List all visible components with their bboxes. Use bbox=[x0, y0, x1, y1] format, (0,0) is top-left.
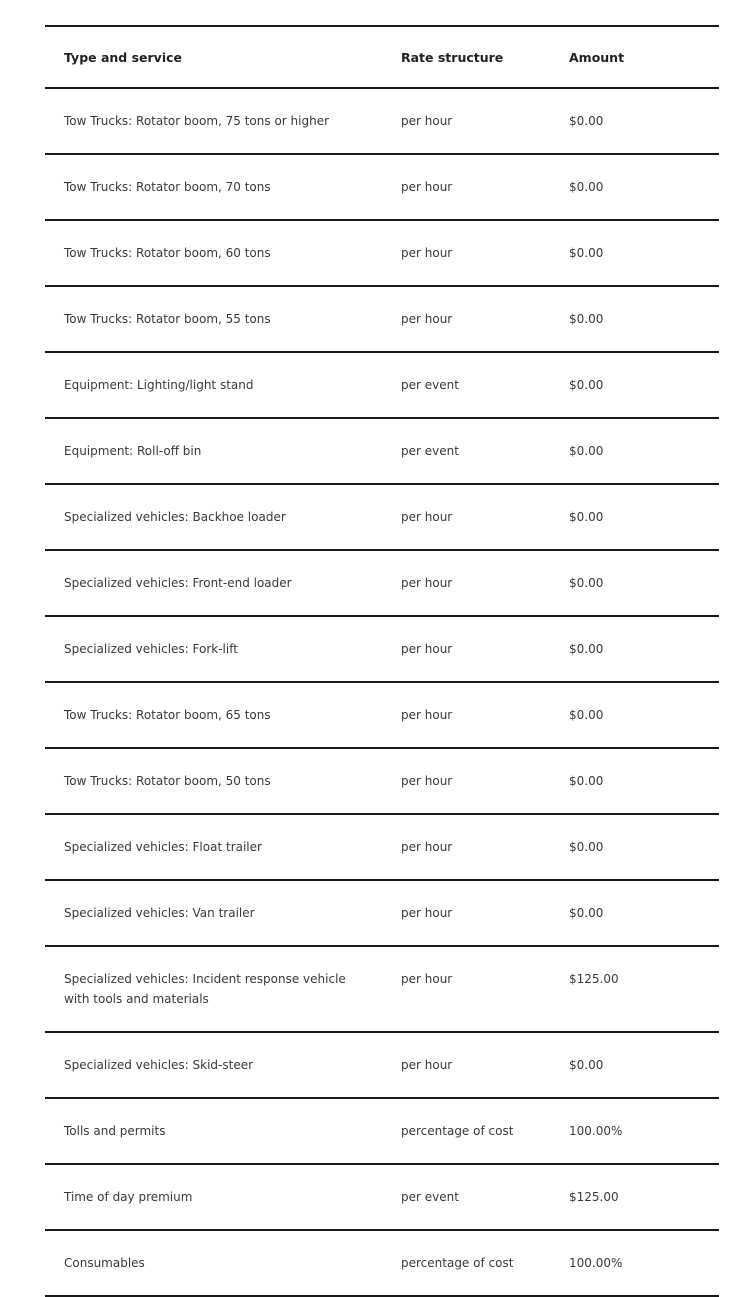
table-row bbox=[45, 748, 719, 814]
cell-type-and-service: Specialized vehicles: Front-end loader bbox=[64, 576, 292, 590]
cell-type-and-service: Tow Trucks: Rotator boom, 60 tons bbox=[64, 246, 271, 260]
table-row bbox=[45, 154, 719, 220]
table-row bbox=[45, 418, 719, 484]
cell-amount: $0.00 bbox=[569, 840, 604, 854]
cell-type-and-service: Tow Trucks: Rotator boom, 50 tons bbox=[64, 774, 271, 788]
table-row bbox=[45, 616, 719, 682]
cell-amount: $0.00 bbox=[569, 246, 604, 260]
table-row bbox=[45, 1230, 719, 1296]
cell-type-and-service: Specialized vehicles: Incident response vehicle with tools and materials bbox=[64, 972, 346, 1006]
table-row bbox=[45, 1164, 719, 1230]
cell-amount: 100.00% bbox=[569, 1124, 623, 1138]
cell-amount: $0.00 bbox=[569, 378, 604, 392]
header-amount: Amount bbox=[569, 49, 625, 65]
table-row bbox=[45, 484, 719, 550]
cell-amount: $0.00 bbox=[569, 510, 604, 524]
cell-rate-structure: per hour bbox=[401, 1058, 453, 1072]
cell-amount: $0.00 bbox=[569, 576, 604, 590]
cell-type-and-service: Specialized vehicles: Skid-steer bbox=[64, 1058, 254, 1072]
cell-rate-structure: per hour bbox=[401, 972, 453, 986]
cell-type-and-service: Tow Trucks: Rotator boom, 70 tons bbox=[64, 180, 271, 194]
cell-rate-structure: per hour bbox=[401, 708, 453, 722]
cell-amount: $0.00 bbox=[569, 906, 604, 920]
rates-table-container bbox=[45, 25, 719, 1297]
cell-type-and-service: Tolls and permits bbox=[64, 1124, 166, 1138]
cell-type-and-service: Time of day premium bbox=[64, 1190, 193, 1204]
cell-type-and-service: Equipment: Lighting/light stand bbox=[64, 378, 254, 392]
cell-rate-structure: per event bbox=[401, 378, 459, 392]
table-row bbox=[45, 1098, 719, 1164]
cell-amount: $0.00 bbox=[569, 444, 604, 458]
cell-amount: 100.00% bbox=[569, 1256, 623, 1270]
cell-rate-structure: per hour bbox=[401, 840, 453, 854]
table-row bbox=[45, 814, 719, 880]
table-row bbox=[45, 682, 719, 748]
cell-rate-structure: per hour bbox=[401, 246, 453, 260]
cell-amount: $125.00 bbox=[569, 972, 619, 986]
cell-rate-structure: percentage of cost bbox=[401, 1256, 514, 1270]
table-row bbox=[45, 880, 719, 946]
rates-table bbox=[45, 25, 719, 1297]
cell-type-and-service: Tow Trucks: Rotator boom, 75 tons or higher bbox=[64, 114, 330, 128]
cell-type-and-service: Equipment: Roll-off bin bbox=[64, 444, 202, 458]
cell-amount: $0.00 bbox=[569, 708, 604, 722]
table-row bbox=[45, 946, 719, 1032]
cell-type-and-service: Specialized vehicles: Fork-lift bbox=[64, 642, 238, 656]
cell-amount: $0.00 bbox=[569, 1058, 604, 1072]
cell-rate-structure: per event bbox=[401, 444, 459, 458]
table-row bbox=[45, 220, 719, 286]
cell-type-and-service: Specialized vehicles: Van trailer bbox=[64, 906, 255, 920]
table-header bbox=[45, 26, 719, 88]
cell-amount: $0.00 bbox=[569, 114, 604, 128]
cell-rate-structure: per hour bbox=[401, 774, 453, 788]
cell-rate-structure: per hour bbox=[401, 510, 453, 524]
table-row bbox=[45, 286, 719, 352]
table-row bbox=[45, 550, 719, 616]
cell-rate-structure: percentage of cost bbox=[401, 1124, 514, 1138]
cell-type-and-service: Specialized vehicles: Float trailer bbox=[64, 840, 262, 854]
cell-rate-structure: per hour bbox=[401, 906, 453, 920]
cell-type-and-service: Consumables bbox=[64, 1256, 145, 1270]
header-type-and-service: Type and service bbox=[64, 49, 183, 65]
cell-rate-structure: per event bbox=[401, 1190, 459, 1204]
table-row bbox=[45, 88, 719, 154]
cell-rate-structure: per hour bbox=[401, 312, 453, 326]
cell-type-and-service: Specialized vehicles: Backhoe loader bbox=[64, 510, 286, 524]
cell-type-and-service: Tow Trucks: Rotator boom, 55 tons bbox=[64, 312, 271, 326]
cell-amount: $0.00 bbox=[569, 180, 604, 194]
cell-rate-structure: per hour bbox=[401, 576, 453, 590]
table-row bbox=[45, 352, 719, 418]
cell-type-and-service: Tow Trucks: Rotator boom, 65 tons bbox=[64, 708, 271, 722]
table-row bbox=[45, 1032, 719, 1098]
table-body bbox=[45, 88, 719, 1296]
header-rate-structure: Rate structure bbox=[401, 49, 504, 65]
cell-amount: $0.00 bbox=[569, 312, 604, 326]
header-row bbox=[45, 26, 719, 88]
cell-rate-structure: per hour bbox=[401, 642, 453, 656]
cell-amount: $0.00 bbox=[569, 642, 604, 656]
cell-amount: $0.00 bbox=[569, 774, 604, 788]
cell-rate-structure: per hour bbox=[401, 114, 453, 128]
cell-rate-structure: per hour bbox=[401, 180, 453, 194]
cell-amount: $125.00 bbox=[569, 1190, 619, 1204]
